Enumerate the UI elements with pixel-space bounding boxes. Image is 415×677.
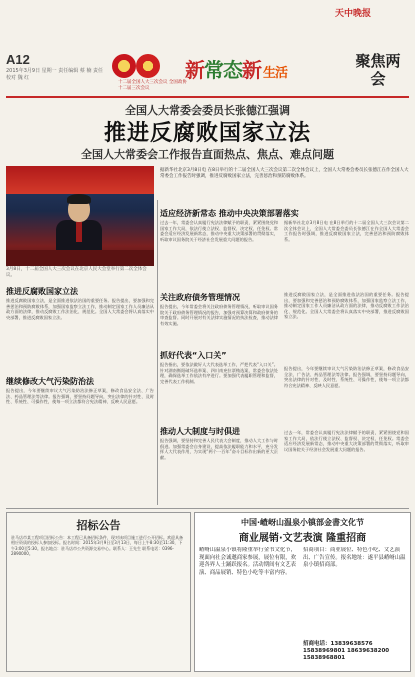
article-headline: 推进反腐败国家立法 — [103, 121, 311, 146]
cppcc-emblem-icon — [136, 54, 160, 78]
festival-ad-phones: 招商电话：13839638576 15838969801 18639638200 15838968801 — [303, 641, 390, 661]
festival-ad-subtitle: 商业展销·文艺表演 隆重招商 — [238, 533, 367, 544]
column-divider — [157, 200, 158, 505]
ads-divider — [6, 508, 409, 509]
npc-emblem-icon — [112, 54, 136, 78]
section-heading-deputies: 抓好代表“入口关” — [160, 351, 227, 360]
new-normal-banner — [185, 54, 287, 83]
article-subhead: 全国人大常委会工作报告直面热点、焦点、难点问题 — [81, 148, 334, 161]
section-heading-new-normal: 适应经济新常态 推动中央决策部署落实 — [160, 209, 299, 218]
banner-life: 生活 — [263, 66, 288, 81]
section-body-new-normal: 过去一年，常委会认真履行宪法法律赋予的职责，紧紧围绕党和国家工作大局，依法行使立法权、监督权、决定权、任免权。常委会适应经济发展新常态，推动中央重大决策部署的贯彻落实，听取审议国务院关于经济社会发展重大问题的报告。 — [160, 220, 278, 242]
section-body-system-cont: 过去一年，常委会认真履行宪法法律赋予的职责，紧紧围绕党和国家工作大局，依法行使立法权、监督权、决定权、任免权。常委会适应经济发展新常态，推动中央重大决策部署的贯彻落实，听取审议国务院关于经济社会发展重大问题的报告。 — [284, 430, 409, 452]
speaker-tie — [76, 222, 82, 242]
festival-ad-title: 中国·嵖岈山温泉小镇部金書文化节 — [240, 518, 365, 527]
banner-new: 新 — [185, 58, 204, 82]
festival-ad-body-2: 招商项目：商业展位、特色小吃、文艺演出、广告宣传。报名地址：遂平县嵖岈山温泉小镇招商部。 — [303, 547, 406, 568]
article-kicker: 全国人大常委会委员长张德江强调 — [125, 104, 290, 117]
banner-new-2: 新 — [242, 58, 261, 82]
tender-notice-body: 驻马店市某工程项目招标公告：本工程已具备招标条件，现对该项目施工进行公开招标。欢迎具备相应资质的投标人参加投标。报名时间：2015年3月9日至3月13日，每日上午8:30至11:30，下午3:00至5:30。报名地点：驻马店市公共资源交易中心。联系人：王先生 联系电话：0396-2890000。 — [11, 535, 183, 557]
podium — [6, 250, 154, 266]
section-body-system: 报告强调，要坚持和完善人民代表大会制度，推动人大工作与时俱进。加强常委会自身建设，提高依法履职能力和水平，充分发挥人大代表作用，为实现“两个一百年”奋斗目标作出新的更大贡献。 — [160, 438, 278, 460]
red-backdrop — [6, 166, 154, 194]
dateline: 2015年3月9日 星期一 责任编辑 蔡 楠 责任校对 魏 红 — [6, 68, 104, 81]
section-body-air-pollution: 报告提出，今年要继续审议大气污染防治法修正草案，修改食品安全法、广告法、药品管理法等法律。报告强调，要坚持问题导向，突出法律的针对性、及时性、系统性、可操作性，使每一项立法都符合宪法精神、反映人民意愿。 — [6, 388, 154, 405]
section-body-deputies-cont: 报告提出，今年要继续审议大气污染防治法修正草案，修改食品安全法、广告法、药品管理法等法律。报告强调，要坚持问题导向，突出法律的针对性、及时性、系统性、可操作性，使每一项立法都符合宪法精神、反映人民意愿。 — [284, 366, 409, 388]
section-body-debt-cont: 推进反腐败国家立法，是全面推进依法治国的重要任务。报告提出，要加强和完善惩治和预防腐败体系，加强国家监察立法工作，推动制定国家工作人员廉洁从政方面的法律，推动反腐败工作法治化、规范化。全国人大常委会将认真落实中央部署，推进反腐败国家立法。 — [284, 292, 409, 320]
tender-notice-title: 招标公告 — [76, 519, 121, 532]
section-heading-air-pollution: 继续修改大气污染防治法 — [6, 377, 94, 386]
news-photo — [6, 166, 154, 266]
festival-ad-body: 嵖岈山温泉小镇将隆重举行金书文化节，现面向社会诚邀商家参展，展位有限，欢迎各界人士踊跃报名。活动期间有文艺表演、商品展销、特色小吃等丰富内容。 — [199, 547, 297, 576]
two-sessions-label: 十二届全国人大三次会议 全国政协十二届三次会议 — [118, 80, 187, 91]
section-heading-debt: 关注政府债务管理情况 — [160, 293, 240, 302]
banner-normal: 常态 — [204, 58, 242, 82]
newspaper-brand: 天中晚报 — [335, 9, 372, 19]
section-body-deputies: 报告指出，要依法做好人大代表选举工作，严把代表“入口关”。针对湖南衡阳破坏选举案、四川南充拉票贿选案，常委会依法处理，确保选举工作依法有序进行。要加强代表履职管理和监督，完善代表工作机制。 — [160, 362, 278, 384]
article-lead: 据新华社北京3月8日电 在8日举行的十二届全国人大三次会议第二次全体会议上，全国人大常委会委员长张德江在作全国人大常委会工作报告时强调，推进反腐败国家立法，完善惩治和预防腐败体系。 — [160, 168, 409, 179]
section-body-new-normal-cont: 据新华社北京3月8日电 在8日举行的十二届全国人大三次会议第二次全体会议上，全国人大常委会委员长张德江在作全国人大常委会工作报告时强调，推进反腐败国家立法，完善惩治和预防腐败体系。 — [284, 220, 409, 242]
section-body-anticorruption: 推进反腐败国家立法，是全面推进依法治国的重要任务。报告提出，要加强和完善惩治和预防腐败体系，加强国家监察立法工作，推动制定国家工作人员廉洁从政方面的法律，推动反腐败工作法治化、规范化。全国人大常委会将认真落实中央部署，推进反腐败国家立法。 — [6, 298, 154, 320]
page-number: A12 — [6, 52, 30, 67]
tender-notice-ad — [6, 512, 191, 672]
photo-caption: 3月8日，十二届全国人大三次会议在北京人民大会堂举行第二次全体会议。 — [6, 267, 147, 278]
section-heading-system: 推动人大制度与时俱进 — [160, 427, 240, 436]
header-rule — [6, 96, 409, 98]
speaker-hair — [67, 194, 91, 204]
culture-festival-ad — [194, 512, 411, 672]
section-body-debt: 报告提出，今年常委会将关注政府债务管理情况，听取审议国务院关于政府债务管理情况的报告，加强对预算决算和政府债务的审查监督。同时开展对有关法律实施情况的执法检查，推动法律有效实施。 — [160, 304, 278, 326]
section-heading-anticorruption: 推进反腐败国家立法 — [6, 287, 78, 296]
section-title: 聚焦两会 — [355, 52, 401, 88]
